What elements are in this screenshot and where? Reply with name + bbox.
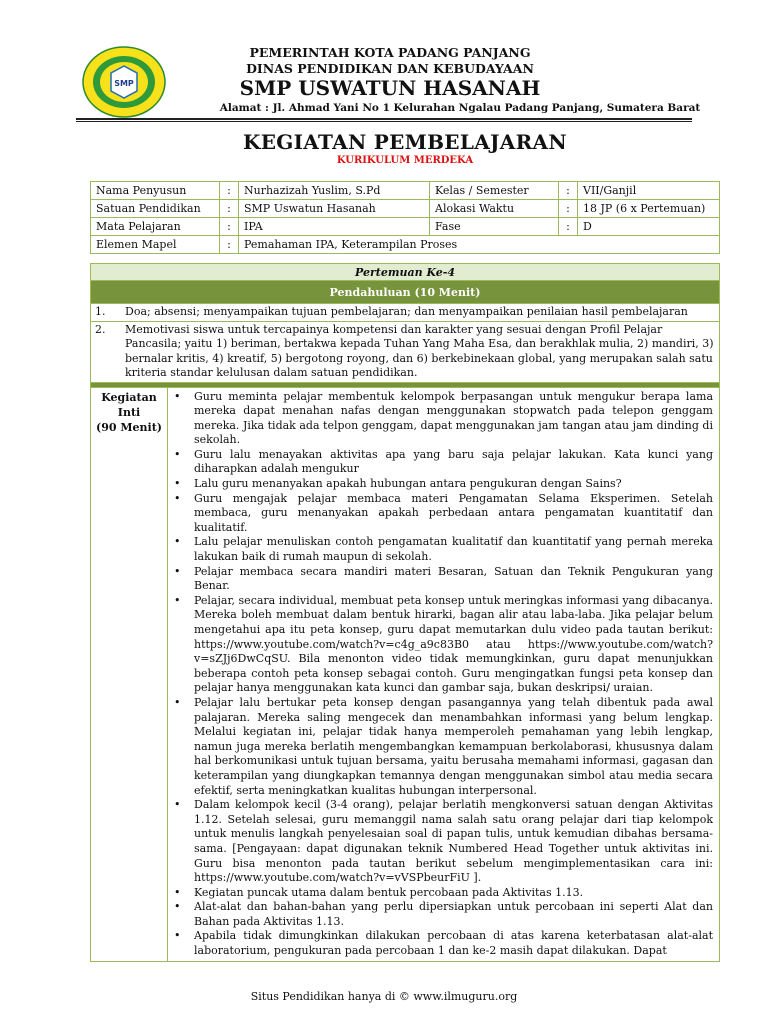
identity-value: VII/Ganjil — [578, 182, 720, 200]
inti-text: Guru lalu menayakan aktivitas apa yang baru saja pelajar lakukan. Kata kunci yang diharapkan adalah mengukur — [194, 447, 713, 476]
identity-label: Alokasi Waktu — [430, 200, 559, 218]
bullet-icon: • — [174, 929, 181, 943]
identity-value: 18 JP (6 x Pertemuan) — [578, 200, 720, 218]
inti-text: Guru meminta pelajar membentuk kelompok berpasangan untuk mengukur berapa lama mereka dapat menahan nafas dengan menggunakan stopwatch pada telepon genggam mereka. Jika tidak ada telpon genggam, dapat menggunakan jam tangan atau jam dinding di sekolah. — [194, 389, 713, 447]
bullet-icon: • — [174, 564, 181, 578]
intro-item — [91, 304, 720, 322]
intro-number: 1. — [95, 305, 106, 318]
identity-colon: : — [559, 218, 578, 236]
kegiatan-inti-row — [91, 387, 720, 961]
inti-text: Lalu guru menanyakan apakah hubungan antara pengukuran dengan Sains? — [194, 477, 622, 491]
inti-text: Pelajar, secara individual, membuat peta konsep untuk meringkas informasi yang dibacanya. Mereka boleh membuat dalam bentuk hirarki, bagan alir atau laba-laba. Jika pelajar belum mengetahui apa itu peta konsep, guru dapat memutarkan dulu video pada tautan berikut: https://www.youtube.com/watch?v=c4g_a9c83B0 atau https://www.youtube.com/watch?v=sZJj6DwCqSU. Bila menonton video tidak memungkinkan, guru dapat menunjukkan beberapa contoh peta konsep sebagai contoh. Guru mengingatkan fungsi peta konsep dan pelajar hanya menggunakan kata kunci dan gambar saja, bukan deskripsi/ uraian. — [194, 593, 713, 695]
document-subtitle: KURIKULUM MERDEKA — [336, 155, 474, 166]
section-pendahuluan: Pendahuluan (10 Menit) — [91, 281, 720, 304]
inti-item — [170, 477, 713, 492]
identity-row — [91, 236, 720, 254]
bullet-icon: • — [174, 535, 181, 549]
identity-label: Nama Penyusun — [91, 182, 220, 200]
kegiatan-inti-content — [168, 387, 720, 961]
school-address: Alamat : Jl. Ahmad Yani No 1 Kelurahan Ngalau Padang Panjang, Sumatera Barat — [219, 102, 701, 114]
identity-label: Kelas / Semester — [430, 182, 559, 200]
activity-table — [90, 263, 720, 962]
inti-item — [170, 900, 713, 929]
bullet-icon: • — [174, 798, 181, 812]
inti-list — [170, 390, 713, 959]
identity-colon: : — [220, 236, 239, 254]
inti-text: Guru mengajak pelajar membaca materi Pengamatan Selama Eksperimen. Setelah membaca, guru menanyakan apakah perbedaan antara pengamatan kuantitatif dan kualitatif. — [194, 491, 713, 534]
bullet-icon: • — [174, 900, 181, 914]
inti-item — [170, 390, 713, 448]
inti-item — [170, 886, 713, 901]
identity-label: Elemen Mapel — [91, 236, 220, 254]
inti-item — [170, 448, 713, 477]
identity-colon: : — [559, 182, 578, 200]
intro-text: Memotivasi siswa untuk tercapainya kompetensi dan karakter yang sesuai dengan Profil Pelajar Pancasila; yaitu 1) beriman, bertakwa kepada Tuhan Yang Maha Esa, dan berakhlak mulia, 2) mandiri, 3) bernalar kritis, 4) kreatif, 5) bergotong royong, dan 6) berkebinekaan global, yang merupakan salah satu kriteria standar kelulusan dalam satuan pendidikan. — [125, 322, 714, 379]
identity-label: Fase — [430, 218, 559, 236]
logo-text: SMP — [114, 79, 134, 88]
bullet-icon: • — [174, 447, 181, 461]
bullet-icon: • — [174, 695, 181, 709]
bullet-icon: • — [174, 389, 181, 403]
inti-text: Kegiatan puncak utama dalam bentuk percobaan pada Aktivitas 1.13. — [194, 885, 584, 899]
inti-text: Apabila tidak dimungkinkan dilakukan percobaan di atas karena keterbatasan alat-alat laboratorium, pengukuran pada percobaan 1 dan ke-2 masih dapat dilakukan. Dapat — [194, 929, 713, 958]
inti-item — [170, 929, 713, 958]
inti-item — [170, 535, 713, 564]
intro-text: Doa; absensi; menyampaikan tujuan pembelajaran; dan menyampaikan penilaian hasil pembelajaran — [125, 305, 688, 318]
identity-label: Satuan Pendidikan — [91, 200, 220, 218]
header-line-2: DINAS PENDIDIKAN DAN KEBUDAYAAN — [246, 61, 534, 76]
kegiatan-label-line: Kegiatan — [101, 390, 157, 404]
bullet-icon: • — [174, 491, 181, 505]
identity-value: SMP Uswatun Hasanah — [239, 200, 430, 218]
identity-label: Mata Pelajaran — [91, 218, 220, 236]
inti-item — [170, 798, 713, 886]
kegiatan-label-duration: (90 Menit) — [96, 420, 162, 434]
inti-item — [170, 565, 713, 594]
header-divider-thin — [76, 121, 692, 122]
identity-value: IPA — [239, 218, 430, 236]
identity-colon: : — [220, 200, 239, 218]
inti-item — [170, 696, 713, 798]
inti-text: Alat-alat dan bahan-bahan yang perlu dipersiapkan untuk percobaan ini seperti Alat dan Bahan pada Aktivitas 1.13. — [194, 900, 713, 928]
meeting-title: Pertemuan Ke-4 — [91, 264, 720, 281]
header-divider — [76, 118, 692, 120]
inti-text: Lalu pelajar menuliskan contoh pengamatan kualitatif dan kuantitatif yang pernah mereka lakukan baik di rumah maupun di sekolah. — [194, 535, 713, 564]
inti-text: Dalam kelompok kecil (3-4 orang), pelajar berlatih mengkonversi satuan dengan Aktivitas 1.12. Setelah selesai, guru memanggil nama salah satu orang pelajar dari tiap kelompok untuk menulis langkah penyelesaian soal di papan tulis, untuk kemudian dibahas bersama-sama. [Pengayaan: dapat digunakan teknik Numbered Head Together untuk aktivitas ini. Guru bisa menonton pada tautan berikut sebelum mengimplementasikan cara ini: https://www.youtube.com/watch?v=vVSPbeurFiU ]. — [194, 798, 713, 885]
kegiatan-inti-label — [91, 387, 168, 961]
intro-item — [91, 321, 720, 382]
header-line-1: PEMERINTAH KOTA PADANG PANJANG — [249, 45, 531, 60]
identity-row — [91, 182, 720, 200]
bullet-icon: • — [174, 477, 181, 491]
identity-table — [90, 181, 720, 254]
inti-text: Pelajar membaca secara mandiri materi Besaran, Satuan dan Teknik Pengukuran yang Benar. — [194, 564, 713, 593]
intro-number: 2. — [95, 322, 106, 336]
kegiatan-label-line: Inti — [117, 405, 141, 419]
identity-value: Nurhazizah Yuslim, S.Pd — [239, 182, 430, 200]
inti-item — [170, 492, 713, 536]
identity-colon: : — [559, 200, 578, 218]
identity-colon: : — [220, 182, 239, 200]
document-title: KEGIATAN PEMBELAJARAN — [243, 130, 567, 154]
inti-item — [170, 594, 713, 696]
identity-row — [91, 200, 720, 218]
school-name: SMP USWATUN HASANAH — [239, 76, 541, 100]
bullet-icon: • — [174, 593, 181, 607]
inti-text: Pelajar lalu bertukar peta konsep dengan pasangannya yang telah dibentuk pada awal palajaran. Mereka saling mengecek dan menambahkan informasi yang belum lengkap. Melalui kegiatan ini, pelajar tidak hanya memperoleh pemahaman yang lebih lengkap, namun juga mereka berlatih mengembangkan kemampuan berkolaborasi, khususnya dalam hal berkomunikasi untuk tujuan bersama, yaitu berusaha memahami informasi, gagasan dan keterampilan yang diungkapkan temannya dengan menggunakan simbol atau media secara efektif, serta meningkatkan kualitas hubungan interpersonal. — [194, 695, 713, 797]
bullet-icon: • — [174, 885, 181, 899]
page-footer: Situs Pendidikan hanya di © www.ilmuguru.org — [250, 990, 518, 1003]
identity-value: Pemahaman IPA, Keterampilan Proses — [239, 236, 720, 254]
identity-row — [91, 218, 720, 236]
identity-value: D — [578, 218, 720, 236]
identity-colon: : — [220, 218, 239, 236]
